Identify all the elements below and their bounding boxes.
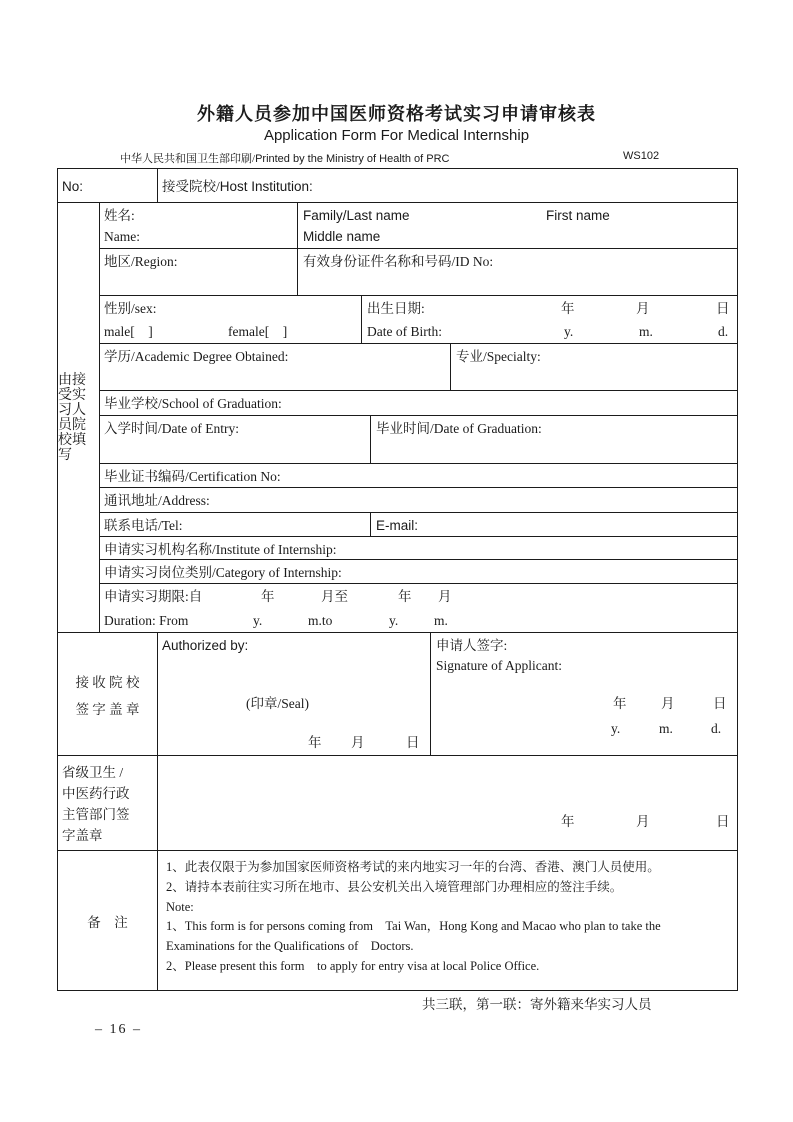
host-institution-label: 接受院校/Host Institution:: [162, 179, 313, 194]
dob-month-en: m.: [639, 324, 653, 339]
sig-day-cn: 日: [713, 696, 727, 711]
specialty-cell: [450, 343, 738, 391]
address-cell: [99, 487, 738, 513]
certification-cell: [99, 463, 738, 488]
auth-month-cn: 月: [351, 735, 365, 750]
authorized-by-label: Authorized by:: [162, 638, 249, 653]
first-name-label: First name: [546, 208, 610, 223]
dob-day-en: d.: [718, 324, 729, 339]
sig-year-en: y.: [611, 721, 621, 736]
name-label-cell: [99, 202, 298, 249]
duration-en-y2: y.: [389, 613, 399, 628]
no-cell: [57, 168, 158, 203]
duration-cn-month2: 月: [438, 589, 452, 604]
no-label: No:: [62, 179, 84, 194]
dob-day-cn: 日: [716, 301, 730, 316]
category-cell: [99, 559, 738, 584]
printed-by-cn: 中华人民共和国卫生部印刷/: [120, 153, 256, 165]
degree-cell: [99, 343, 451, 391]
name-label-cn: 姓名:: [104, 208, 135, 223]
school-cell: [99, 390, 738, 416]
page-number: – 16 –: [95, 1022, 142, 1037]
sig-day-en: d.: [711, 721, 722, 736]
specialty-label: 专业/Specialty:: [456, 349, 541, 364]
form-title-cn: 外籍人员参加中国医师资格考试实习申请审核表: [197, 104, 596, 124]
graduation-date-cell: [370, 415, 738, 464]
host-signature-label: 接 收 院 校 签 字 盖 章: [75, 674, 140, 717]
sig-month-cn: 月: [661, 696, 675, 711]
copies-note: 共三联，第一联：寄外籍来华实习人员: [422, 997, 652, 1012]
sig-month-en: m.: [659, 721, 673, 736]
region-cell: [99, 248, 298, 296]
applicant-sign-cn: 申请人签字:: [436, 638, 508, 653]
duration-cn-prefix: 申请实习期限:自: [104, 589, 203, 604]
dob-label-cn: 出生日期:: [367, 301, 425, 316]
tel-cell: [99, 512, 371, 537]
name-entry-cell: [297, 202, 738, 249]
school-label: 毕业学校/School of Graduation:: [104, 396, 282, 411]
sig-year-cn: 年: [613, 696, 627, 711]
auth-year-cn: 年: [308, 735, 322, 750]
male-checkbox-label: male[ ]: [104, 324, 153, 339]
category-label: 申请实习岗位类别/Category of Internship:: [104, 565, 342, 580]
entry-date-label: 入学时间/Date of Entry:: [104, 421, 239, 436]
printed-by-line: [120, 150, 449, 166]
institute-cell: [99, 536, 738, 560]
dob-year-en: y.: [564, 324, 574, 339]
duration-cn-year1: 年: [261, 589, 275, 604]
email-label: E-mail:: [376, 518, 419, 533]
institute-label: 申请实习机构名称/Institute of Internship:: [104, 542, 337, 557]
duration-en-prefix: Duration: From: [104, 613, 189, 628]
graduation-date-label: 毕业时间/Date of Graduation:: [376, 421, 542, 436]
host-institution-cell: [157, 168, 738, 203]
host-signature-label-cell: [57, 632, 158, 756]
filled-by-strip-text: 由接受实习人员院校填写: [58, 372, 86, 463]
prov-year-cn: 年: [561, 814, 575, 829]
provincial-label-line3: 主管部门签: [62, 807, 130, 822]
seal-label: (印章/Seal): [246, 696, 309, 711]
provincial-label-line2: 中医药行政: [62, 786, 130, 801]
id-no-label: 有效身份证件名称和号码/ID No:: [303, 254, 494, 269]
note-line: 2、请持本表前往实习所在地市、县公安机关出入境管理部门办理相应的签注手续。: [166, 879, 623, 894]
duration-cn-year2: 年: [398, 589, 412, 604]
provincial-label-cell: [57, 755, 158, 851]
address-label: 通讯地址/Address:: [104, 493, 210, 508]
prov-month-cn: 月: [636, 814, 650, 829]
region-label: 地区/Region:: [104, 254, 178, 269]
note-line: 1、此表仅限于为参加国家医师资格考试的来内地实习一年的台湾、香港、澳门人员使用。: [166, 860, 660, 874]
email-cell: [370, 512, 738, 537]
provincial-sign-cell: [157, 755, 738, 851]
form-code: WS102: [623, 150, 660, 162]
auth-day-cn: 日: [406, 735, 420, 750]
sex-cell: [99, 295, 362, 344]
duration-cell: [99, 583, 738, 633]
provincial-label-line4: 字盖章: [62, 828, 103, 843]
duration-en-m1: m.to: [308, 613, 333, 628]
id-no-cell: [297, 248, 738, 296]
note-line: 2、Please present this form to apply for entry visa at local Police Office.: [166, 958, 540, 973]
filled-by-strip-cell: [57, 202, 100, 633]
name-label-en: Name:: [104, 229, 140, 244]
tel-label: 联系电话/Tel:: [104, 518, 183, 533]
applicant-sign-en: Signature of Applicant:: [436, 658, 562, 673]
note-line: Examinations for the Qualifications of Doctors.: [166, 939, 414, 954]
entry-date-cell: [99, 415, 371, 464]
prov-day-cn: 日: [716, 814, 730, 829]
applicant-signature-cell: [430, 632, 738, 756]
degree-label: 学历/Academic Degree Obtained:: [104, 349, 289, 364]
sex-label: 性别/sex:: [104, 301, 157, 316]
notes-label-cell: [57, 850, 158, 991]
notes-content: [166, 858, 731, 977]
note-line: Note:: [166, 899, 194, 914]
dob-label-en: Date of Birth:: [367, 324, 442, 339]
duration-cn-month1: 月至: [321, 589, 348, 604]
dob-cell: [361, 295, 738, 344]
certification-label: 毕业证书编码/Certification No:: [104, 469, 281, 484]
duration-en-m2: m.: [434, 613, 448, 628]
dob-year-cn: 年: [561, 301, 575, 316]
middle-name-label: Middle name: [303, 229, 381, 244]
duration-en-y1: y.: [253, 613, 263, 628]
authorized-by-cell: [157, 632, 431, 756]
notes-label: 备 注: [87, 914, 128, 930]
dob-month-cn: 月: [636, 301, 650, 316]
printed-by-en: Printed by the Ministry of Health of PRC: [255, 153, 450, 165]
note-line: 1、This form is for persons coming from Tai Wan，Hong Kong and Macao who plan to take the: [166, 919, 661, 934]
female-checkbox-label: female[ ]: [228, 324, 288, 339]
provincial-label-line1: 省级卫生 /: [62, 765, 124, 780]
family-last-name-label: Family/Last name: [303, 208, 410, 223]
notes-cell: [157, 850, 738, 991]
form-title-en: Application Form For Medical Internship: [263, 127, 530, 144]
